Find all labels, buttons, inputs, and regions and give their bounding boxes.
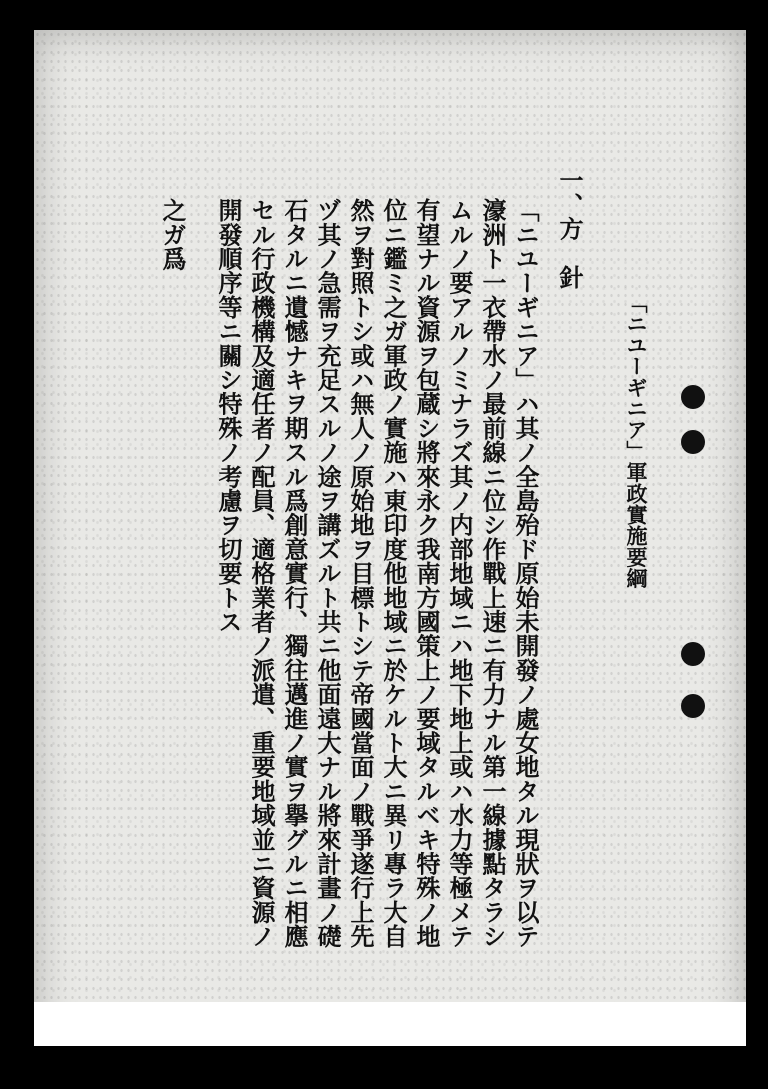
- text-line: 之ガ爲: [158, 198, 187, 271]
- text-line: セル行政機構及適任者ノ配員、適格業者ノ派遣、重要地域並ニ資源ノ: [247, 198, 276, 949]
- text-line: ムルノ要アルノミナラズ其ノ内部地域ニハ地下地上或ハ水力等極メテ: [445, 198, 474, 949]
- bottom-margin: [34, 1002, 746, 1046]
- section-heading: 一、方 針: [555, 168, 584, 289]
- text-line: 石タルニ遺憾ナキヲ期スル爲創意實行、獨往邁進ノ實ヲ擧グルニ相應: [280, 198, 309, 949]
- text-line: 然ヲ對照トシ或ハ無人ノ原始地ヲ目標トシテ帝國當面ノ戰爭遂行上先: [346, 198, 375, 949]
- text-line: 開發順序等ニ關シ特殊ノ考慮ヲ切要トス: [214, 198, 243, 634]
- text-line: 濠洲ト一衣帶水ノ最前線ニ位シ作戰上速ニ有力ナル第一線據點タラシ: [478, 198, 507, 949]
- text-line: 位ニ鑑ミ之ガ軍政ノ實施ハ東印度他地域ニ於ケルト大ニ異リ專ラ大自: [379, 198, 408, 949]
- text-line: 有望ナル資源ヲ包蔵シ將來永ク我南方國策上ノ要域タルベキ特殊ノ地: [412, 198, 441, 949]
- binder-hole: [681, 430, 705, 454]
- text-line: 「ニユーギニア」ハ其ノ全島殆ド原始未開發ノ處女地タル現狀ヲ以テ: [511, 198, 540, 949]
- document-page: [34, 30, 746, 1046]
- binder-hole: [681, 694, 705, 718]
- binder-hole: [681, 642, 705, 666]
- document-title: 「ニユーギニア」軍政實施要綱: [624, 292, 649, 589]
- text-line: ヅ其ノ急需ヲ充足スルノ途ヲ講ズルト共ニ他面遠大ナル將來計畫ノ礎: [313, 198, 342, 949]
- binder-hole: [681, 385, 705, 409]
